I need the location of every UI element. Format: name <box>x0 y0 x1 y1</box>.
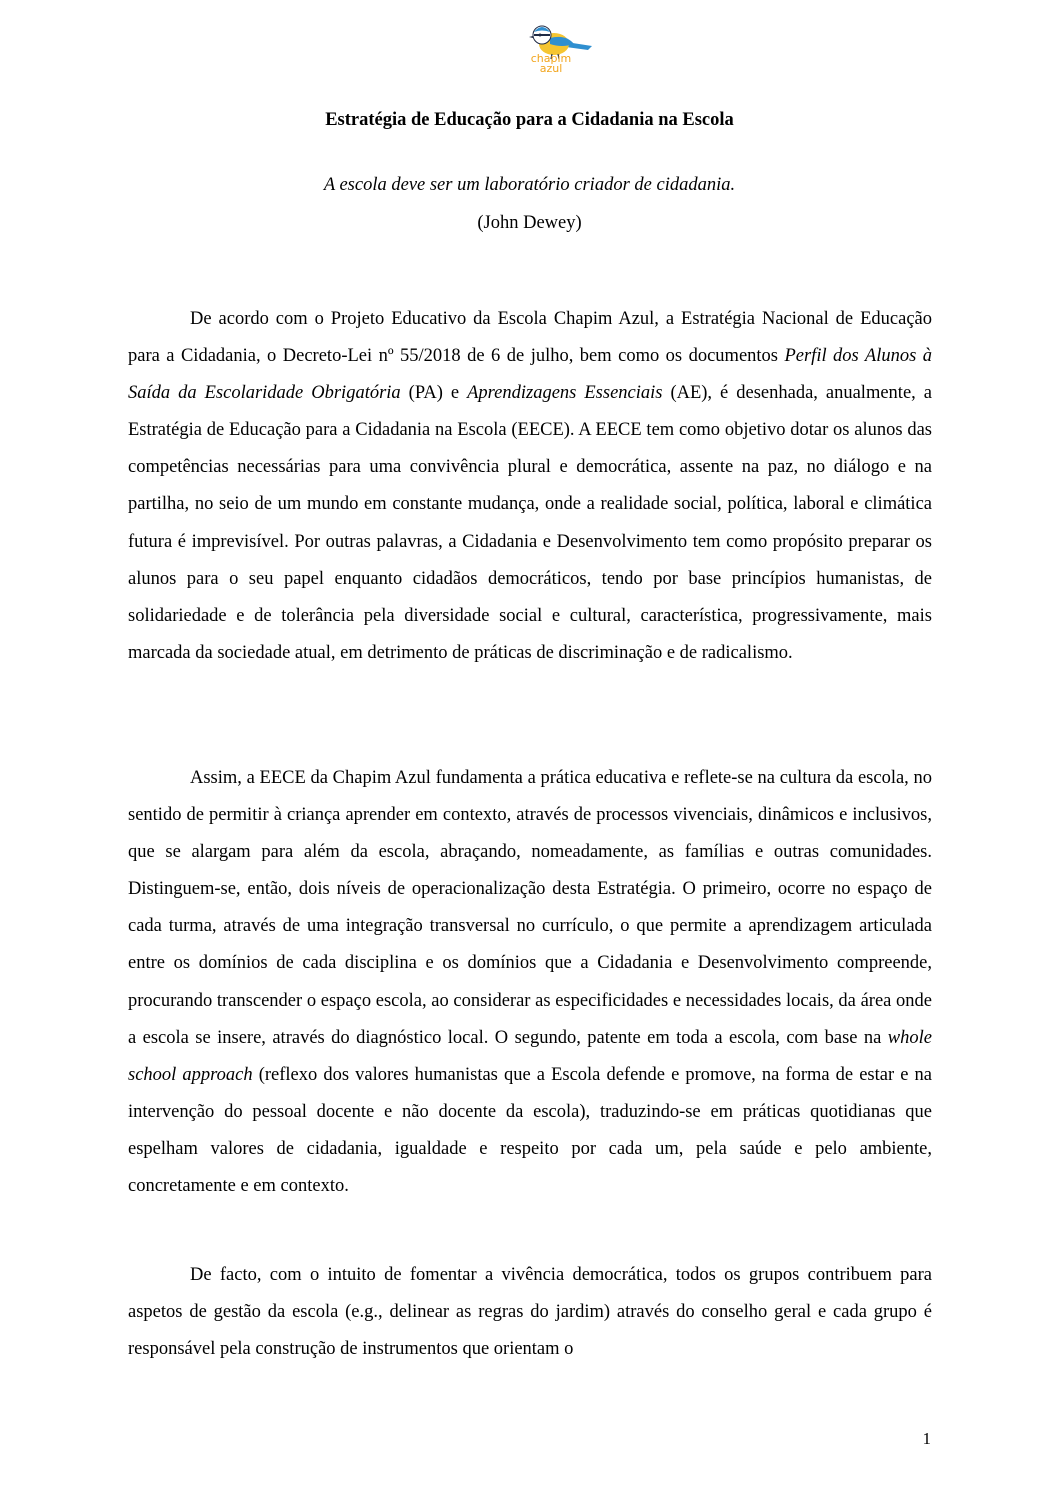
logo-text-line1: chapim <box>530 52 572 65</box>
paragraph-1-emphasis-ae: Aprendizagens Essenciais <box>467 383 663 404</box>
paragraph-2-emphasis: whole school approach <box>128 1027 932 1085</box>
logo-text-line2: azul <box>539 62 563 75</box>
document-title: Estratégia de Educação para a Cidadania na Escola <box>325 110 734 130</box>
page-number: 1 <box>922 1429 931 1448</box>
paragraph-2-text-b: (reflexo dos valores humanistas que a Escola defende e promove, na forma de estar e na intervenção do pessoal docente e não docente da escola), traduzindo-se em práticas quotidianas que espelham valores de cidadania, igualdade e respeito por cada um, pela saúde e pelo ambiente, concretamente e em contexto. <box>128 1064 932 1197</box>
paragraph-1 <box>128 301 932 672</box>
epigraph-quote: A escola deve ser um laboratório criador de cidadania. <box>323 175 736 195</box>
paragraph-3 <box>128 1257 932 1368</box>
paragraph-1-emphasis-pa: Perfil dos Alunos à Saída da Escolaridade Obrigatória <box>128 346 932 404</box>
paragraph-3-text: De facto, com o intuito de fomentar a vivência democrática, todos os grupos contribuem para aspetos de gestão da escola (e.g., delinear as regras do jardim) através do conselho geral e cada grupo é responsável pela construção de instrumentos que orientam o <box>128 1265 932 1360</box>
paragraph-1-text-b: (PA) e <box>400 383 468 404</box>
paragraph-1-text-c: (AE), é desenhada, anualmente, a Estratégia de Educação para a Cidadania na Escola (EECE). A EECE tem como objetivo dotar os alunos das competências necessárias para uma convivência plural e democrática, assente na paz, no diálogo e na partilha, no seio de um mundo em constante mudança, onde a realidade social, política, laboral e climática futura é imprevisível. Por outras palavras, a Cidadania e Desenvolvimento tem como propósito preparar os alunos para o seu papel enquanto cidadãos democráticos, tendo por base princípios humanistas, de solidariedade e de tolerância pela diversidade social e cultural, característica, progressivamente, mais marcada da sociedade atual, em detrimento de práticas de discriminação e de radicalismo. <box>128 383 932 663</box>
paragraph-2 <box>128 760 932 1205</box>
epigraph-author: (John Dewey) <box>477 213 582 233</box>
paragraph-1-text-a: De acordo com o Projeto Educativo da Escola Chapim Azul, a Estratégia Nacional de Educação para a Cidadania, o Decreto-Lei nº 55/2018 de 6 de julho, bem como os documentos <box>128 309 932 367</box>
paragraph-2-text-a: Assim, a EECE da Chapim Azul fundamenta a prática educativa e reflete-se na cultura da escola, no sentido de permitir à criança aprender em contexto, através de processos vivenciais, dinâmicos e inclusivos, que se alargam para além da escola, abraçando, nomeadamente, as famílias e outras comunidades. Distinguem-se, então, dois níveis de operacionalização desta Estratégia. O primeiro, ocorre no espaço de cada turma, através de uma integração transversal no currículo, o que permite a aprendizagem articulada entre os domínios de cada disciplina e os domínios que a Cidadania e Desenvolvimento compreende, procurando transcender o espaço escola, ao considerar as especificidades e necessidades locais, da área onde a escola se insere, através do diagnóstico local. O segundo, patente em toda a escola, com base na <box>128 768 932 1048</box>
logo-text <box>526 54 576 74</box>
